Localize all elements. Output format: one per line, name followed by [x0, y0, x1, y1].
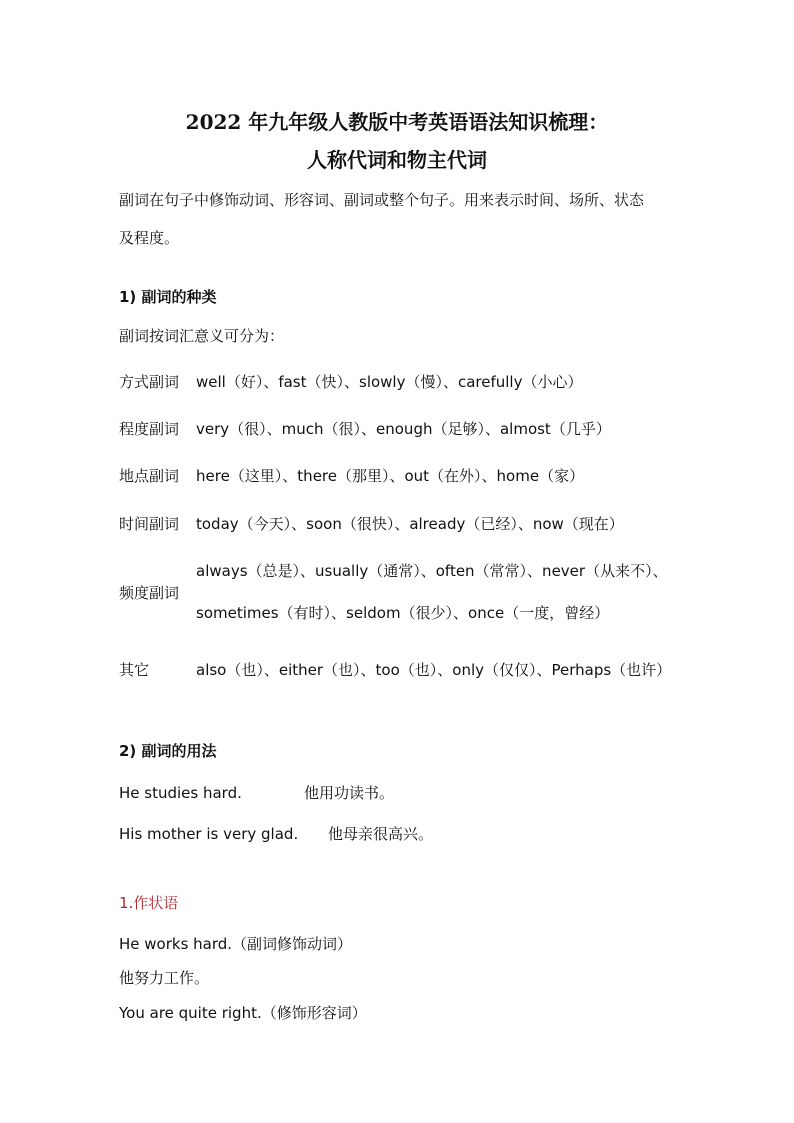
- example-en: His mother is very glad.: [119, 825, 299, 843]
- example-zh: 他母亲很高兴。: [328, 825, 434, 843]
- example-line: 他努力工作。: [119, 969, 210, 987]
- category-value: also（也）、either（也）、too（也）、only（仅仅）、Perhaps（也许）: [196, 661, 672, 679]
- section1-heading: 1) 副词的种类: [119, 288, 217, 306]
- category-label: 时间副词: [119, 515, 180, 533]
- category-value: here（这里）、there（那里）、out（在外）、home（家）: [196, 467, 585, 485]
- category-value: very（很）、much（很）、enough（足够）、almost（几乎）: [196, 420, 611, 438]
- intro-line2: 及程度。: [119, 229, 180, 247]
- category-value: well（好）、fast（快）、slowly（慢）、carefully（小心）: [196, 373, 583, 391]
- subsection-heading: 1.作状语: [119, 894, 179, 912]
- example-en: He studies hard.: [119, 784, 242, 802]
- category-label: 地点副词: [119, 467, 180, 485]
- example-line: You are quite right.（修饰形容词）: [119, 1004, 367, 1022]
- document-title-line1: 2022 年九年级人教版中考英语语法知识梳理：: [185, 110, 609, 134]
- document-title-line2: 人称代词和物主代词: [307, 148, 487, 172]
- category-value-line2: sometimes（有时）、seldom（很少）、once（一度，曾经）: [196, 604, 610, 622]
- category-value-line1: always（总是）、usually（通常）、often（常常）、never（从来不）、: [196, 562, 668, 580]
- category-value: today（今天）、soon（很快）、already（已经）、now（现在）: [196, 515, 624, 533]
- example-line: He works hard.（副词修饰动词）: [119, 935, 353, 953]
- category-label: 方式副词: [119, 373, 180, 391]
- intro-line1: 副词在句子中修饰动词、形容词、副词或整个句子。用来表示时间、场所、状态: [119, 191, 645, 209]
- category-label: 程度副词: [119, 420, 180, 438]
- category-label: 频度副词: [119, 584, 180, 602]
- example-zh: 他用功读书。: [304, 784, 395, 802]
- section1-lead: 副词按词汇意义可分为：: [119, 327, 285, 345]
- section2-heading: 2) 副词的用法: [119, 742, 217, 760]
- category-label: 其它: [119, 661, 150, 679]
